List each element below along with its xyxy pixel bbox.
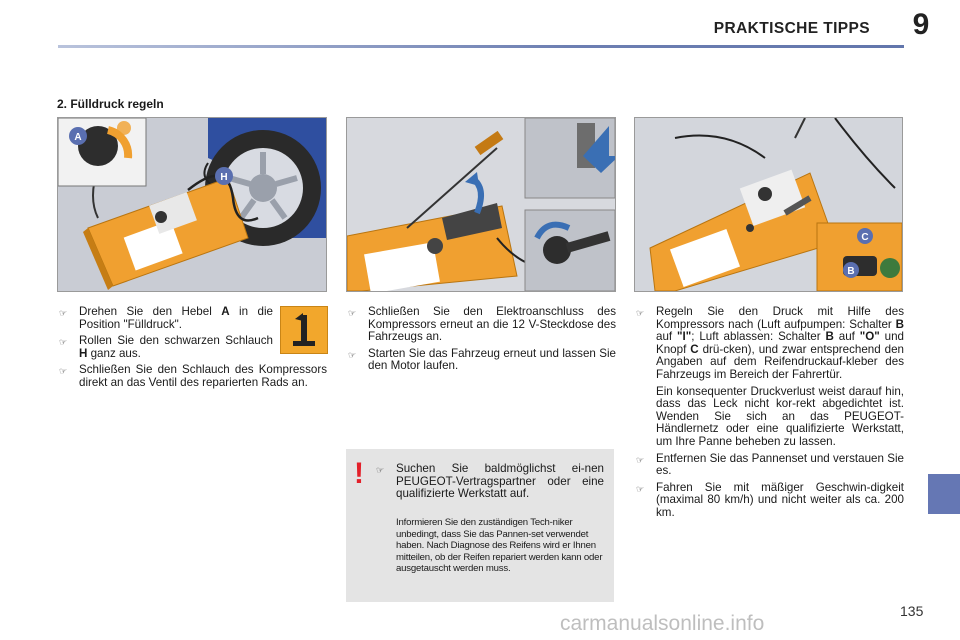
callout-h: H — [220, 172, 228, 183]
watermark: carmanualsonline.info — [560, 612, 765, 635]
instructions-column-3 — [634, 306, 904, 524]
pointing-hand-icon: ☞ — [59, 308, 68, 318]
warning-note: Informieren Sie den zuständigen Tech-niker unbedingt, dass Sie das Pannen-set verwendet haben. Nach Diagnose des Reifens wird er Ihnen mitteilen, ob der Reifen repariert werden kann oder ausgetauscht werden muss. — [396, 517, 603, 575]
warning-box — [346, 449, 614, 602]
list-item: ☞ Entfernen Sie das Pannenset und verstauen Sie es. — [636, 451, 904, 478]
illustration-compressor-wheel — [58, 118, 326, 291]
instructions-column-2 — [346, 306, 616, 377]
callout-b: B — [847, 266, 855, 277]
warning-exclamation-icon: ! — [354, 457, 364, 490]
pointing-hand-icon: ☞ — [376, 465, 385, 475]
compressor-mode-icon — [280, 306, 328, 354]
callout-a: A — [74, 132, 82, 143]
pointing-hand-icon: ☞ — [636, 483, 645, 494]
illustration-power-connection — [347, 118, 615, 291]
page-number: 135 — [900, 603, 924, 619]
pointing-hand-icon: ☞ — [636, 308, 645, 318]
pointing-hand-icon: ☞ — [348, 308, 357, 318]
list-item: ☞ Regeln Sie den Druck mit Hilfe des Kompressors nach (Luft aufpumpen: Schalter B auf "I"; Luft ablassen: Schalter B auf "O" und Knopf C drü-cken), und zwar entsprechend den Angaben auf dem Reifendruckauf-kleber des Fahrzeugs im Bereich der Fahrertür. — [636, 305, 905, 381]
list-item: ☞ Rollen Sie den schwarzen Schlauch H ganz aus. — [59, 334, 273, 360]
figure-pressure-adjustment — [634, 117, 903, 292]
figure-compressor-wheel — [57, 117, 327, 292]
figure-power-connection — [346, 117, 616, 292]
section-title: 2. Fülldruck regeln — [57, 97, 164, 111]
illustration-pressure-adjustment — [635, 118, 902, 291]
list-item: ☞ Fahren Sie mit mäßiger Geschwin-digkeit (maximal 80 km/h) und nicht weiter als ca. 200 km. — [636, 480, 904, 519]
pointing-hand-icon: ☞ — [636, 454, 645, 465]
list-item: ☞ Starten Sie das Fahrzeug erneut und lassen Sie den Motor laufen. — [348, 346, 616, 373]
header-rule — [58, 45, 904, 48]
pointing-hand-icon: ☞ — [348, 349, 357, 360]
warning-main: ☞ Suchen Sie baldmöglichst ei-nen PEUGEOT-Vertragspartner oder eine qualifizierte Werkstatt auf. — [376, 462, 604, 501]
list-item: ☞ Schließen Sie den Elektroanschluss des Kompressors erneut an die 12 V-Steckdose des Fahrzeugs an. — [348, 305, 616, 344]
chapter-number: 9 — [912, 8, 930, 41]
list-item: ☞ Drehen Sie den Hebel A in die Position "Fülldruck". — [59, 305, 273, 331]
pressure-loss-note: Ein konsequenter Druckverlust weist darauf hin, dass das Leck nicht kor-rekt abgedichtet ist. Wenden Sie sich an das PEUGEOT-Händlernetz oder eine qualifizierte Werkstatt, um Ihre Panne beheben zu lassen. — [656, 384, 904, 448]
list-item: ☞ Schließen Sie den Schlauch des Kompressors direkt an das Ventil des reparierten Rads an. — [59, 363, 327, 389]
chapter-side-tab — [928, 474, 960, 514]
pointing-hand-icon: ☞ — [59, 337, 68, 348]
callout-c: C — [861, 232, 869, 243]
pointing-hand-icon: ☞ — [59, 366, 68, 377]
chapter-title: PRAKTISCHE TIPPS — [713, 20, 870, 37]
